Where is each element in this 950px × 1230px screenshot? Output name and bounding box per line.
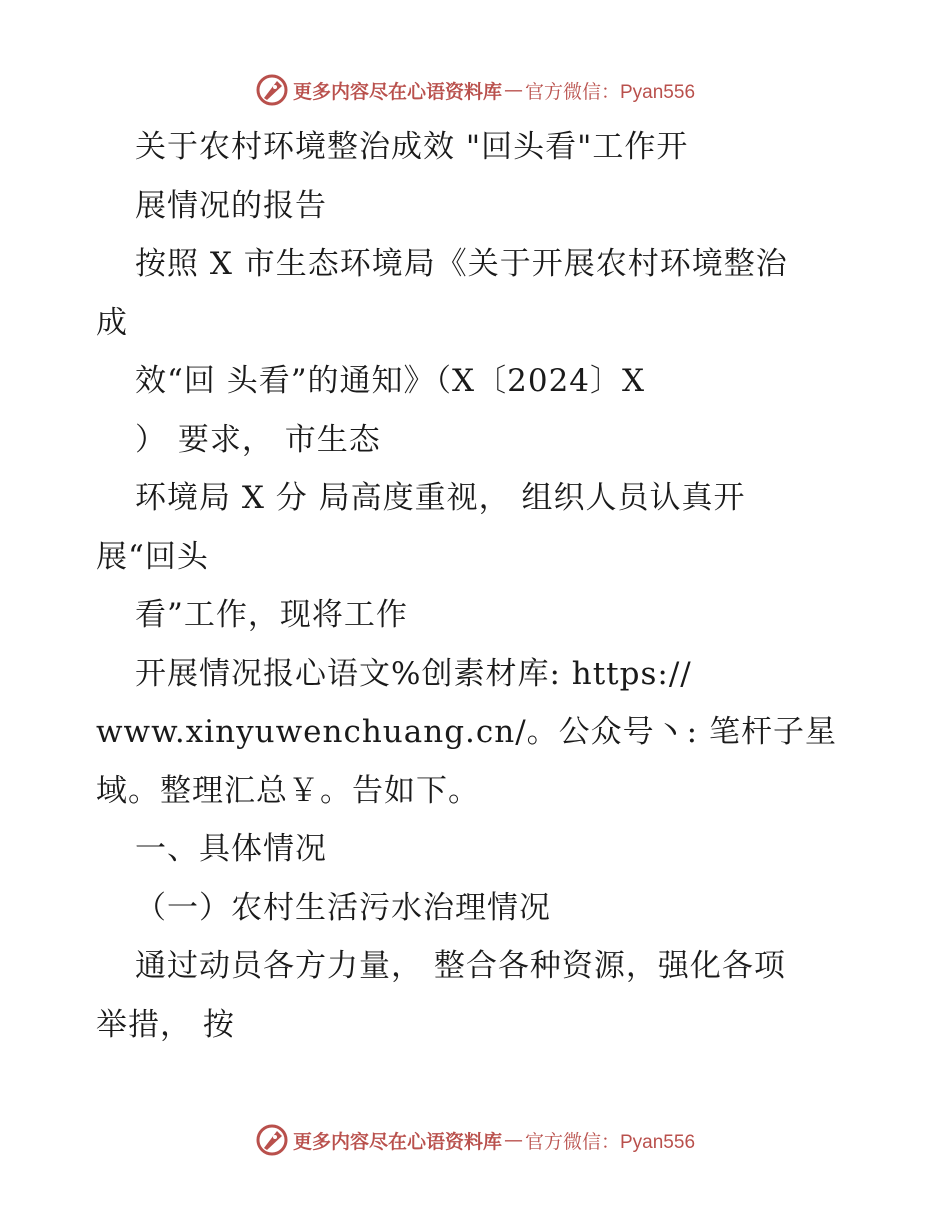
doc-paragraph-line: www.xinyuwenchuang.cn/。公众号丶: 笔杆子星 xyxy=(96,714,837,750)
pen-nib-logo-icon xyxy=(255,73,289,107)
doc-paragraph-line: 效“回 头看”的通知》（X〔2024〕X xyxy=(135,363,646,399)
doc-paragraph-line: 举措， 按 xyxy=(96,1007,235,1043)
doc-subsection-heading: （一）农村生活污水治理情况 xyxy=(135,890,551,926)
header-banner-title: 更多内容尽在心语资料库 xyxy=(292,80,502,103)
footer-banner xyxy=(0,1120,950,1160)
doc-paragraph-line: 通过动员各方力量， 整合各种资源，强化各项 xyxy=(135,948,786,984)
doc-paragraph-line: 展“回头 xyxy=(96,539,209,575)
header-banner-separator: — xyxy=(504,79,523,101)
doc-paragraph-line: 按照 X 市生态环境局《关于开展农村环境整治 xyxy=(135,246,788,282)
doc-paragraph-line: ） 要求， 市生态 xyxy=(135,422,381,458)
footer-banner-title: 更多内容尽在心语资料库 xyxy=(292,1130,502,1153)
pen-nib-logo-icon xyxy=(255,1123,289,1157)
footer-banner-separator: — xyxy=(504,1129,523,1151)
header-banner xyxy=(0,70,950,110)
doc-paragraph-line: 开展情况报心语文%创素材库: https:// xyxy=(135,656,692,692)
doc-paragraph-line: 环境局 X 分 局高度重视， 组织人员认真开 xyxy=(135,480,746,516)
header-banner-wechat: 官方微信：Pyan556 xyxy=(525,81,696,103)
doc-title-line-2: 展情况的报告 xyxy=(135,188,327,224)
doc-section-heading: 一、具体情况 xyxy=(135,831,327,867)
doc-paragraph-line: 域。整理汇总￥。告如下。 xyxy=(96,773,480,809)
footer-banner-wechat: 官方微信：Pyan556 xyxy=(525,1131,696,1153)
doc-title-line-1: 关于农村环境整治成效 "回头看"工作开 xyxy=(135,129,689,165)
doc-paragraph-line: 成 xyxy=(96,305,128,341)
doc-paragraph-line: 看”工作，现将工作 xyxy=(135,597,408,633)
